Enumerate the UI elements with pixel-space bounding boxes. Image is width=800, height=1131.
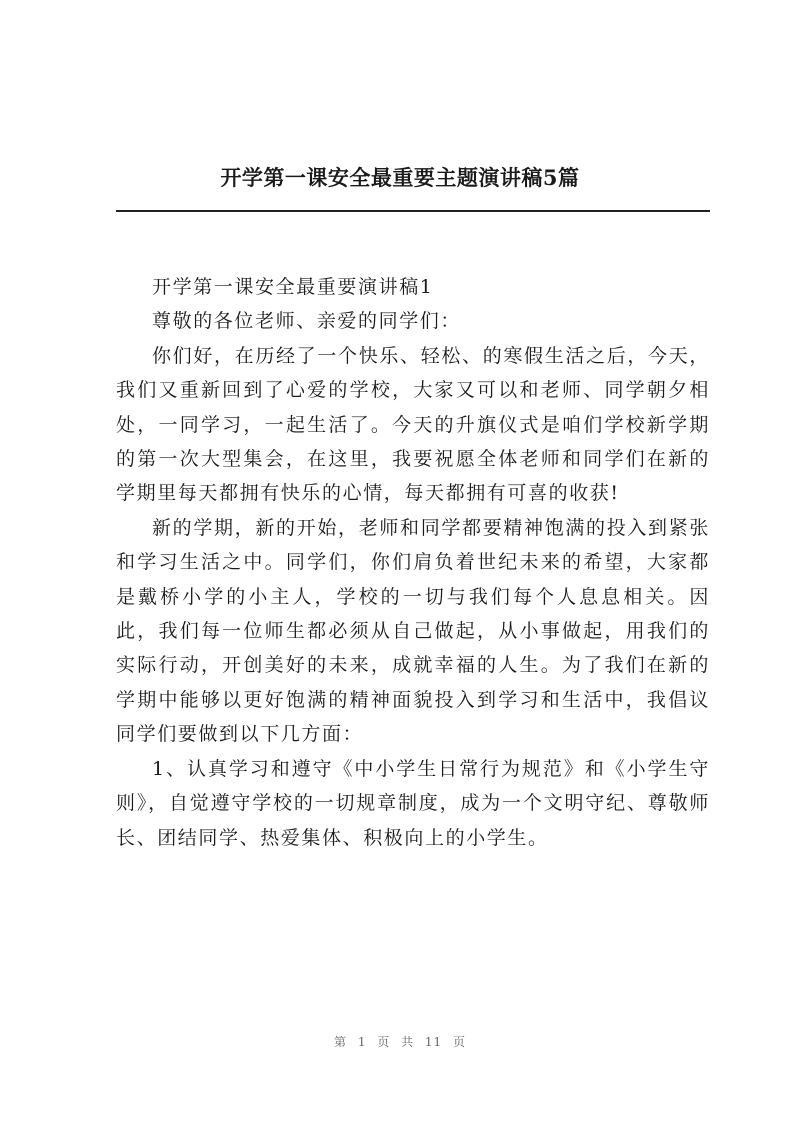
- paragraph: 1、认真学习和遵守《中小学生日常行为规范》和《小学生守则》，自觉遵守学校的一切规章制度，成为一个文明守纪、尊敬师长、团结同学、热爱集体、积极向上的小学生。: [116, 757, 710, 849]
- paragraph: 新的学期，新的开始，老师和同学都要精神饱满的投入到紧张和学习生活之中。同学们，你们肩负着世纪未来的希望，大家都是戴桥小学的小主人，学校的一切与我们每个人息息相关。因此，我们每一位师生都必须从自己做起，从小事做起，用我们的实际行动，开创美好的未来，成就幸福的人生。为了我们在新的学期中能够以更好饱满的精神面貌投入到学习和生活中，我倡议同学们要做到以下几方面：: [116, 516, 710, 746]
- document-body: [116, 270, 710, 855]
- title-underline: [116, 210, 710, 212]
- paragraph: 你们好，在历经了一个快乐、轻松、的寒假生活之后，今天，我们又重新回到了心爱的学校，大家又可以和老师、同学朝夕相处，一同学习，一起生活了。今天的升旗仪式是咱们学校新学期的第一次大型集会，在这里，我要祝愿全体老师和同学们在新的学期里每天都拥有快乐的心情，每天都拥有可喜的收获!: [116, 344, 710, 505]
- paragraph-salutation: 尊敬的各位老师、亲爱的同学们：: [152, 310, 462, 333]
- document-title: 开学第一课安全最重要主题演讲稿5篇: [220, 165, 580, 190]
- page-number-footer: 第 1 页 共 11 页: [334, 1035, 466, 1049]
- paragraph-heading: 开学第一课安全最重要演讲稿1: [152, 276, 434, 298]
